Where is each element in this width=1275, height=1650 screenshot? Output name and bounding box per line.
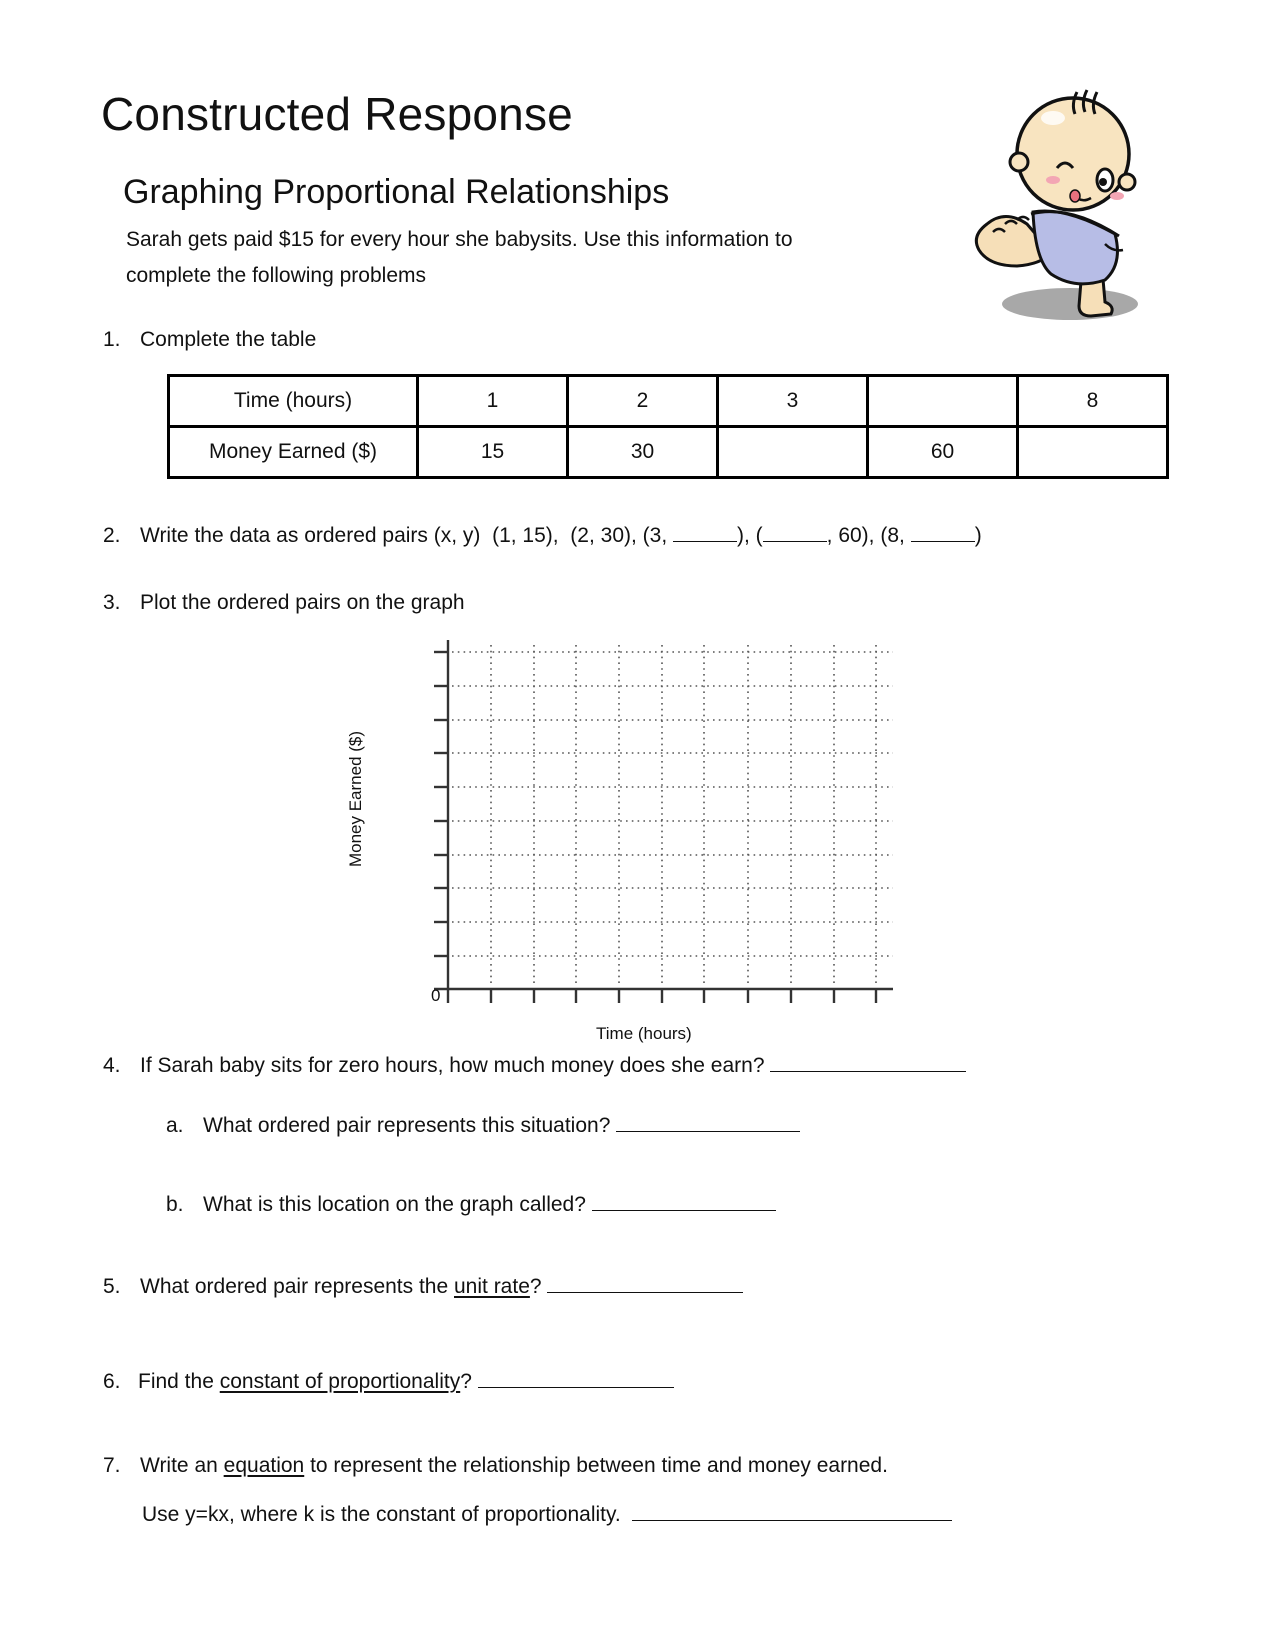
question-number: 5. <box>103 1275 121 1298</box>
question-4 <box>103 1053 966 1078</box>
question-number: 2. <box>103 524 121 547</box>
answer-blank[interactable] <box>911 523 975 542</box>
answer-blank[interactable] <box>547 1274 743 1293</box>
question-text: Write the data as ordered pairs (x, y) <box>140 524 481 547</box>
question-6 <box>103 1369 674 1394</box>
question-text: If Sarah baby sits for zero hours, how much money does she earn? <box>140 1054 765 1077</box>
table-cell[interactable]: 2 <box>568 376 718 427</box>
question-5 <box>103 1274 743 1299</box>
pair-separator: ), ( <box>737 524 763 547</box>
term-unit-rate: unit rate <box>454 1275 530 1298</box>
table-cell-blank[interactable] <box>1018 427 1168 478</box>
answer-blank[interactable] <box>616 1113 800 1132</box>
question-text: What is this location on the graph called? <box>203 1193 586 1216</box>
table-cell[interactable]: 3 <box>718 376 868 427</box>
question-4a <box>166 1113 800 1138</box>
pair-2: (2, 30), (3, <box>570 524 673 547</box>
question-text-end: ? <box>529 1275 542 1298</box>
x-axis-label: Time (hours) <box>596 1024 692 1043</box>
question-letter: b. <box>166 1193 184 1216</box>
page-title: Constructed Response <box>101 88 573 140</box>
table-cell[interactable]: 15 <box>418 427 568 478</box>
answer-blank[interactable] <box>478 1369 674 1388</box>
question-text: Write an <box>140 1454 224 1477</box>
row-header: Time (hours) <box>169 376 418 427</box>
question-text: Complete the table <box>140 328 317 351</box>
question-number: 3. <box>103 591 121 614</box>
question-number: 4. <box>103 1054 121 1077</box>
question-7-line-2 <box>142 1502 952 1527</box>
answer-blank[interactable] <box>592 1192 776 1211</box>
pair-1: (1, 15), <box>492 524 559 547</box>
question-text: What ordered pair represents the <box>140 1275 454 1298</box>
page-subtitle: Graphing Proportional Relationships <box>123 173 670 211</box>
question-text: What ordered pair represents this situation? <box>203 1114 611 1137</box>
question-text: Find the <box>138 1370 220 1393</box>
intro-line-2: complete the following problems <box>126 264 426 287</box>
pair-separator: , 60), (8, <box>826 524 911 547</box>
data-table <box>167 374 1169 479</box>
answer-blank[interactable] <box>770 1053 966 1072</box>
table-cell[interactable]: 1 <box>418 376 568 427</box>
table-row <box>169 376 1168 427</box>
question-letter: a. <box>166 1114 184 1137</box>
pair-close: ) <box>974 524 982 547</box>
cartoon-baby-icon <box>965 84 1145 326</box>
row-header: Money Earned ($) <box>169 427 418 478</box>
term-constant-of-proportionality: constant of proportionality <box>219 1370 461 1393</box>
table-row <box>169 427 1168 478</box>
table-cell[interactable]: 30 <box>568 427 718 478</box>
question-4b <box>166 1192 776 1217</box>
question-text-end: ? <box>460 1370 472 1393</box>
answer-blank[interactable] <box>763 523 827 542</box>
y-axis-label: Money Earned ($) <box>346 730 365 868</box>
origin-label: 0 <box>431 986 441 1005</box>
term-equation: equation <box>223 1454 305 1477</box>
answer-blank[interactable] <box>632 1502 952 1521</box>
table-cell[interactable]: 60 <box>868 427 1018 478</box>
question-7 <box>103 1454 888 1478</box>
question-text: Use y=kx, where k is the constant of proportionality. <box>142 1503 621 1526</box>
question-number: 6. <box>103 1370 121 1393</box>
table-cell-blank[interactable] <box>868 376 1018 427</box>
table-cell[interactable]: 8 <box>1018 376 1168 427</box>
question-text: Plot the ordered pairs on the graph <box>140 591 465 614</box>
question-3 <box>103 591 465 615</box>
intro-line-1: Sarah gets paid $15 for every hour she babysits. Use this information to <box>126 228 793 251</box>
question-2 <box>103 523 982 548</box>
question-number: 1. <box>103 328 121 351</box>
question-text-cont: to represent the relationship between time and money earned. <box>304 1454 888 1477</box>
table-cell-blank[interactable] <box>718 427 868 478</box>
question-1 <box>103 328 316 352</box>
answer-blank[interactable] <box>673 523 737 542</box>
question-number: 7. <box>103 1454 121 1477</box>
